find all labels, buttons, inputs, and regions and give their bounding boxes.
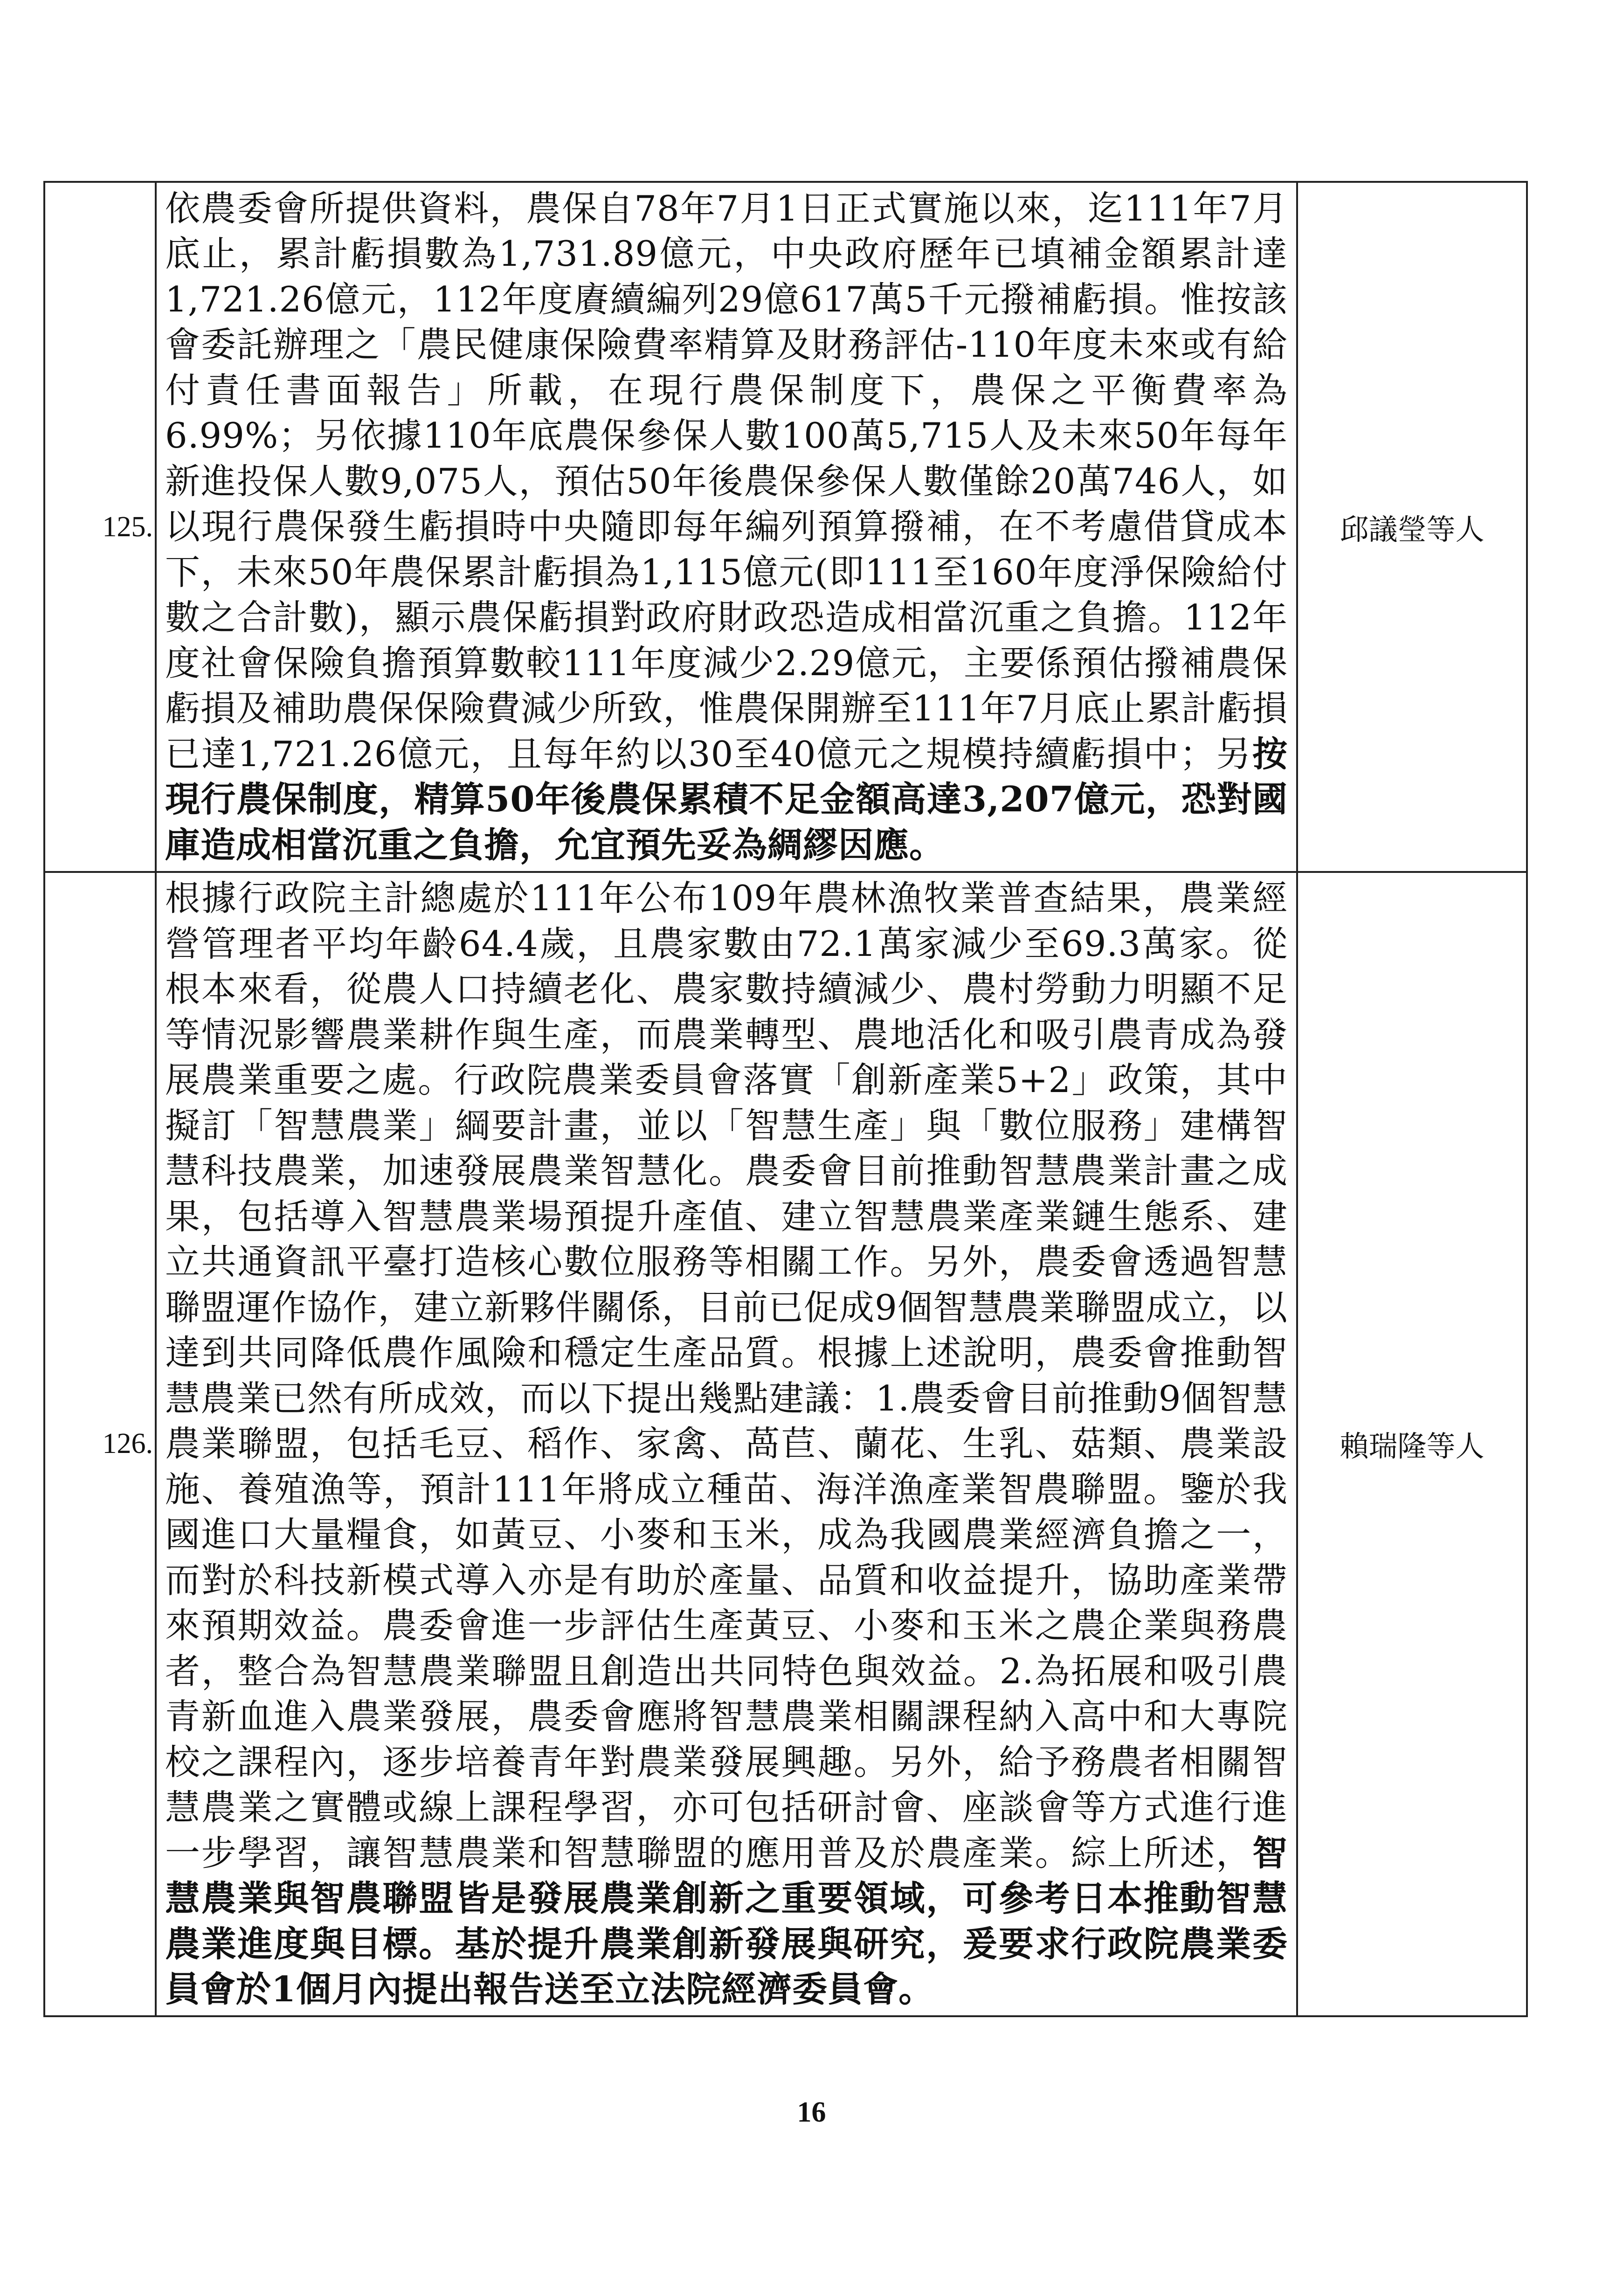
motion-row-125 bbox=[44, 182, 1527, 872]
motion-body-text: 根據行政院主計總處於111年公布109年農林漁牧業普查結果，農業經營管理者平均年齡64.4歲，且農家數由72.1萬家減少至69.3萬家。從根本來看，從農人口持續老化、農家數持續減少、農村勞動力明顯不足等情況影響農業耕作與生產，而農業轉型、農地活化和吸引農青成為發展農業重要之處。行政院農業委員會落實「創新產業5+2」政策，其中擬訂「智慧農業」綱要計畫，並以「智慧生產」與「數位服務」建構智慧科技農業，加速發展農業智慧化。農委會目前推動智慧農業計畫之成果，包括導入智慧農業場預提升產值、建立智慧農業產業鏈生態系、建立共通資訊平臺打造核心數位服務等相關工作。另外，農委會透過智慧聯盟運作協作，建立新夥伴關係，目前已促成9個智慧農業聯盟成立，以達到共同降低農作風險和穩定生產品質。根據上述說明，農委會推動智慧農業已然有所成效，而以下提出幾點建議：1.農委會目前推動9個智慧農業聯盟，包括毛豆、稻作、家禽、萵苣、蘭花、生乳、菇類、農業設施、養殖漁等，預計111年將成立種苗、海洋漁產業智農聯盟。鑒於我國進口大量糧食，如黃豆、小麥和玉米，成為我國農業經濟負擔之一，而對於科技新模式導入亦是有助於產量、品質和收益提升，協助產業帶來預期效益。農委會進一步評估生產黃豆、小麥和玉米之農企業與務農者，整合為智慧農業聯盟且創造出共同特色與效益。2.為拓展和吸引農青新血進入農業發展，農委會應將智慧農業相關課程納入高中和大專院校之課程內，逐步培養青年對農業發展興趣。另外，給予務農者相關智慧農業之實體或線上課程學習，亦可包括研討會、座談會等方式進行進一步學習，讓智慧農業和智慧聯盟的應用普及於農產業。綜上所述， bbox=[165, 878, 1288, 1874]
motion-proposer: 邱議瑩等人 bbox=[1297, 182, 1527, 872]
motion-row-126 bbox=[44, 872, 1527, 2016]
motion-bold-text: 智慧農業與智農聯盟皆是發展農業創新之重要領域，可參考日本推動智慧農業進度與目標。基於提升農業創新發展與研究，爰要求行政院農業委員會於1個月內提出報告送至立法院經濟委員會。 bbox=[165, 1832, 1288, 2010]
motion-number: 126. bbox=[44, 872, 156, 2016]
motion-number: 125. bbox=[44, 182, 156, 872]
motion-body-text: 依農委會所提供資料，農保自78年7月1日正式實施以來，迄111年7月底止，累計虧損數為1,731.89億元，中央政府歷年已填補金額累計達1,721.26億元，112年度賡續編列29億617萬5千元撥補虧損。惟按該會委託辦理之「農民健康保險費率精算及財務評估-110年度未來或有給付責任書面報告」所載，在現行農保制度下，農保之平衡費率為6.99%；另依據110年底農保參保人數100萬5,715人及未來50年每年新進投保人數9,075人，預估50年後農保參保人數僅餘20萬746人，如以現行農保發生虧損時中央隨即每年編列預算撥補，在不考慮借貸成本下，未來50年農保累計虧損為1,115億元(即111至160年度淨保險給付數之合計數)，顯示農保虧損對政府財政恐造成相當沉重之負擔。112年度社會保險負擔預算數較111年度減少2.29億元，主要係預估撥補農保虧損及補助農保保險費減少所致，惟農保開辦至111年7月底止累計虧損已達1,721.26億元，且每年約以30至40億元之規模持續虧損中；另 bbox=[165, 187, 1288, 775]
motion-text bbox=[156, 872, 1297, 2016]
motion-text bbox=[156, 182, 1297, 872]
motion-proposer: 賴瑞隆等人 bbox=[1297, 872, 1527, 2016]
page-number: 16 bbox=[797, 2096, 826, 2128]
motions-table bbox=[43, 181, 1528, 2017]
motion-bold-text: 按現行農保制度，精算50年後農保累積不足金額高達3,207億元，恐對國庫造成相當沉重之負擔，允宜預先妥為綢繆因應。 bbox=[165, 733, 1288, 865]
